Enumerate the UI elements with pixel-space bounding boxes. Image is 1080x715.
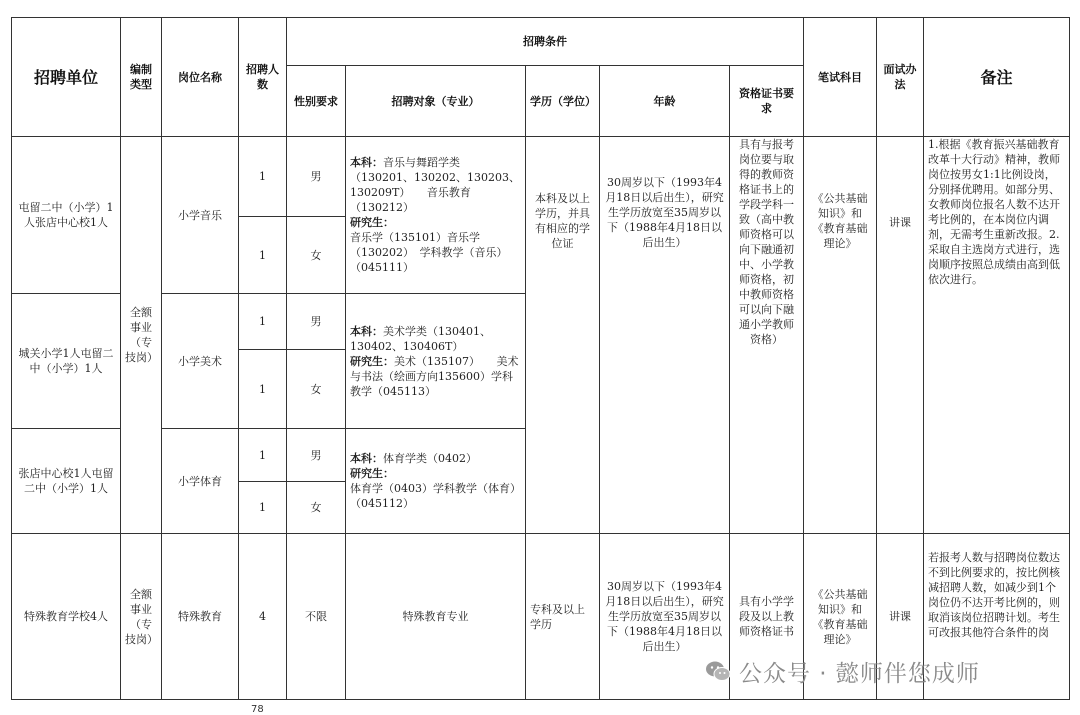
target-bk-text: 音乐与舞蹈学类（130201、130202、130203、130209T） 音乐教育（130212） bbox=[350, 156, 520, 214]
education-cell: 专科及以上学历 bbox=[526, 534, 600, 700]
header-written: 笔试科目 bbox=[804, 18, 877, 137]
target-yjs-text: 体育学（0403）学科教学（体育）（045112） bbox=[350, 482, 521, 510]
watermark bbox=[705, 651, 980, 691]
target-bk-label: 本科： bbox=[350, 156, 383, 169]
interview-cell: 讲课 bbox=[877, 137, 924, 534]
count-cell: 1 bbox=[239, 217, 287, 294]
education-cell: 本科及以上学历，并具有相应的学位证 bbox=[526, 137, 600, 534]
count-cell: 1 bbox=[239, 429, 287, 482]
target-cell bbox=[346, 137, 526, 294]
count-cell: 1 bbox=[239, 482, 287, 534]
gender-cell: 男 bbox=[287, 137, 346, 217]
unit-cell: 城关小学1人屯留二中（小学）1人 bbox=[12, 294, 121, 429]
header-position: 岗位名称 bbox=[162, 18, 239, 137]
remarks-cell: 1.根据《教育振兴基础教育改革十大行动》精神，教师岗位按男女1:1比例设岗，分别择优聘用。如部分男、女教师岗位报名人数不达开考比例的，在本岗位内调剂，无需考生重新改报。2.采取自主选岗方式进行，选岗顺序按照总成绩由高到低依次进行。 bbox=[924, 137, 1070, 534]
gender-cell: 男 bbox=[287, 294, 346, 350]
gender-cell: 女 bbox=[287, 217, 346, 294]
unit-cell: 特殊教育学校4人 bbox=[12, 534, 121, 700]
recruitment-table bbox=[11, 17, 1070, 700]
target-bk-text: 体育学类（0402） bbox=[383, 452, 477, 465]
position-cell: 小学音乐 bbox=[162, 137, 239, 294]
staff-type-cell: 全额事业（专技岗） bbox=[121, 534, 162, 700]
written-cell: 《公共基础知识》和《教育基础理论》 bbox=[804, 534, 877, 700]
header-gender: 性别要求 bbox=[287, 66, 346, 137]
written-cell: 《公共基础知识》和《教育基础理论》 bbox=[804, 137, 877, 534]
header-certificate: 资格证书要求 bbox=[730, 66, 804, 137]
count-cell: 4 bbox=[239, 534, 287, 700]
gender-cell: 女 bbox=[287, 482, 346, 534]
gender-cell: 不限 bbox=[287, 534, 346, 700]
header-unit: 招聘单位 bbox=[12, 18, 121, 137]
header-education: 学历（学位） bbox=[526, 66, 600, 137]
target-yjs-label: 研究生： bbox=[350, 467, 394, 480]
interview-cell: 讲课 bbox=[877, 534, 924, 700]
header-staff-type: 编制类型 bbox=[121, 18, 162, 137]
target-bk-text: 美术学类（130401、130402、130406T） bbox=[350, 324, 491, 353]
count-cell: 1 bbox=[239, 137, 287, 217]
target-yjs-text: 美术（135107） 美术与书法（绘画方向135600）学科教学（045113） bbox=[350, 354, 519, 398]
staff-type-cell: 全额事业（专技岗） bbox=[121, 137, 162, 534]
target-bk-label: 本科： bbox=[350, 324, 383, 338]
header-remarks: 备注 bbox=[924, 18, 1070, 137]
count-cell: 1 bbox=[239, 350, 287, 429]
age-cell: 30周岁以下（1993年4月18日以后出生），研究生学历放宽至35周岁以下（1988年4月18日以后出生） bbox=[600, 137, 730, 534]
target-yjs-label: 研究生： bbox=[350, 354, 394, 368]
table-row bbox=[12, 137, 1070, 217]
certificate-cell: 具有小学学段及以上教师资格证书 bbox=[730, 534, 804, 700]
age-cell: 30周岁以下（1993年4月18日以后出生），研究生学历放宽至35周岁以下（1988年4月18日以后出生） bbox=[600, 534, 730, 700]
wechat-icon bbox=[705, 658, 731, 684]
gender-cell: 女 bbox=[287, 350, 346, 429]
header-target: 招聘对象（专业） bbox=[346, 66, 526, 137]
remarks-cell: 若报考人数与招聘岗位数达不到比例要求的，按比例核减招聘人数，如减少到1个岗位仍不达开考比例的，则取消该岗位招聘计划。考生可改报其他符合条件的岗 bbox=[924, 534, 1070, 700]
target-cell: 特殊教育专业 bbox=[346, 534, 526, 700]
target-yjs-text: 音乐学（135101）音乐学（130202） 学科教学（音乐）（045111） bbox=[350, 231, 508, 274]
gender-cell: 男 bbox=[287, 429, 346, 482]
position-cell: 小学美术 bbox=[162, 294, 239, 429]
header-count: 招聘人数 bbox=[239, 18, 287, 137]
position-cell: 特殊教育 bbox=[162, 534, 239, 700]
position-cell: 小学体育 bbox=[162, 429, 239, 534]
target-cell bbox=[346, 429, 526, 534]
unit-cell: 屯留二中（小学）1人张店中心校1人 bbox=[12, 137, 121, 294]
header-conditions: 招聘条件 bbox=[287, 18, 804, 66]
watermark-text: 公众号 · 懿师伴您成师 bbox=[739, 660, 980, 687]
page-number: 78 bbox=[251, 704, 264, 715]
certificate-cell: 具有与报考岗位要与取得的教师资格证书上的学段学科一致（高中教师资格可以向下融通初中、小学教师资格，初中教师资格可以向下融通小学教师资格） bbox=[730, 137, 804, 534]
target-bk-label: 本科： bbox=[350, 452, 383, 465]
target-yjs-label: 研究生： bbox=[350, 216, 394, 229]
header-age: 年龄 bbox=[600, 66, 730, 137]
target-cell bbox=[346, 294, 526, 429]
count-cell: 1 bbox=[239, 294, 287, 350]
header-interview: 面试办法 bbox=[877, 18, 924, 137]
unit-cell: 张店中心校1人屯留二中（小学）1人 bbox=[12, 429, 121, 534]
